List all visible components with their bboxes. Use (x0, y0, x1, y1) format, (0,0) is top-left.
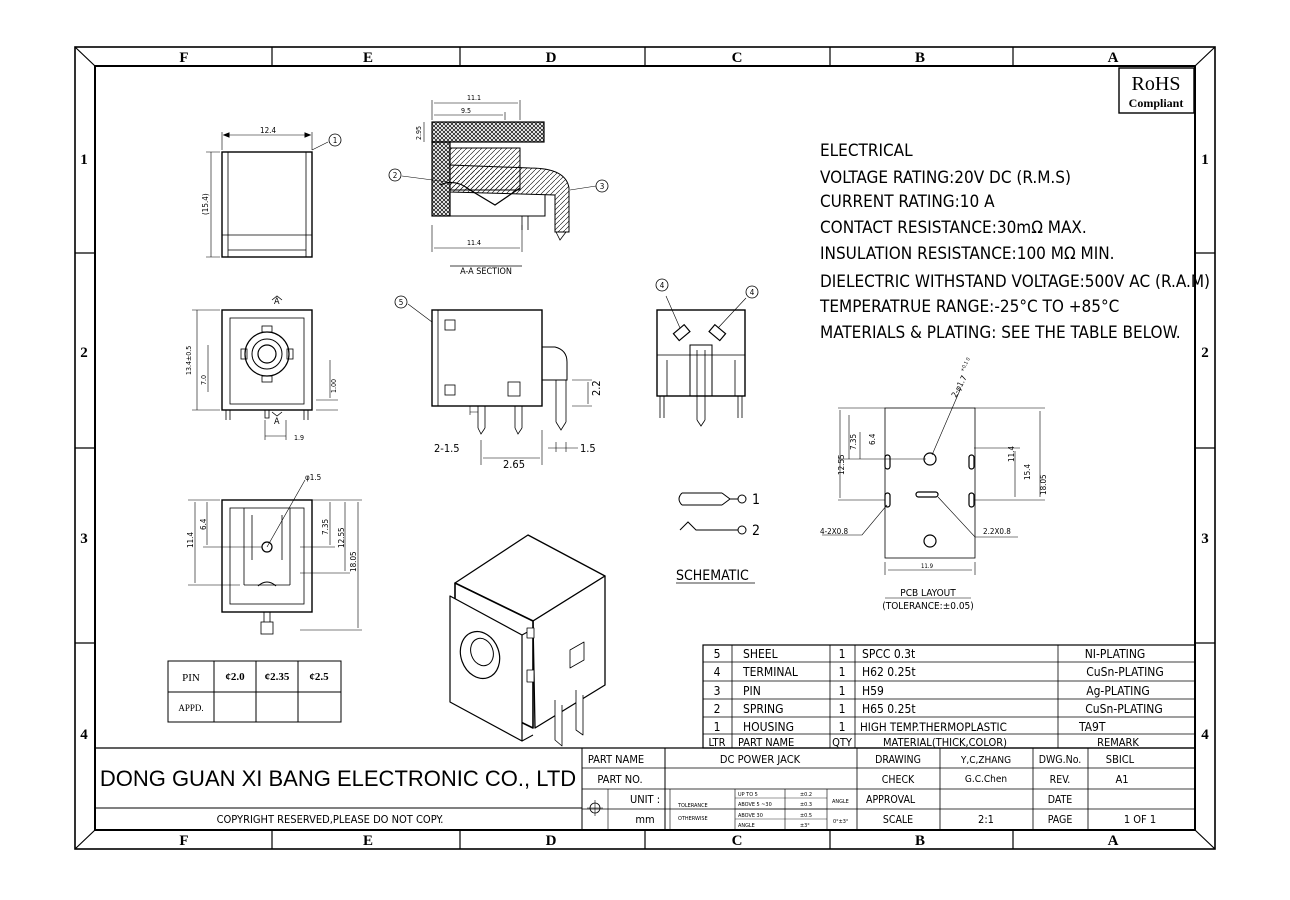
dim-label: 6.4 (199, 518, 208, 530)
bom-remark: Ag-PLATING (1086, 684, 1150, 698)
bom-header-remark: REMARK (1097, 736, 1139, 749)
spec-line: VOLTAGE RATING:20V DC (R.M.S) (820, 168, 1071, 188)
part-name-value: DC POWER JACK (719, 753, 801, 766)
rear-view (656, 279, 758, 426)
tol-range: ABOVE 30 (738, 813, 763, 819)
scale-value: 2:1 (978, 813, 994, 826)
dim-label: 2.95 (415, 125, 423, 140)
column-label: C (731, 833, 743, 849)
bom-material: H59 (862, 684, 884, 698)
bom-qty: 1 (838, 665, 846, 679)
column-label: C (731, 50, 743, 66)
drawing-by: Y,C,ZHANG (960, 755, 1012, 766)
rev-value: A1 (1115, 773, 1129, 786)
approval-label: APPROVAL (866, 794, 916, 806)
dim-label: (15.4) (201, 193, 210, 215)
dim-label: 12.55 (337, 527, 346, 548)
pcb-layout (822, 390, 1045, 598)
title-block-text (100, 753, 1156, 829)
side-view-labels (399, 298, 603, 471)
pcb-tolerance: (TOLERANCE:±0.05) (882, 601, 974, 612)
appd-row-label: APPD. (178, 703, 204, 713)
dim-label: 7.35 (849, 433, 858, 450)
page-label: PAGE (1047, 814, 1073, 826)
bom-name: HOUSING (743, 720, 794, 734)
row-label: 2 (80, 345, 88, 361)
column-label: B (914, 50, 926, 66)
column-label: E (362, 833, 374, 849)
bom-no: 4 (713, 665, 721, 679)
bottom-view (188, 480, 362, 634)
dim-label: 7.0 (200, 374, 208, 385)
rohs-subtitle: Compliant (1128, 96, 1184, 110)
column-labels-bottom (179, 833, 1118, 849)
dim-label: 12.55 (837, 454, 846, 475)
bom-qty: 1 (838, 647, 846, 661)
schematic-pin: 1 (752, 492, 761, 508)
bom-remark: CuSn-PLATING (1085, 702, 1163, 716)
schematic-pin: 2 (752, 523, 761, 539)
side-view (395, 296, 592, 465)
dim-label: 4-2X0.8 (820, 527, 849, 536)
bom-remark: TA9T (1079, 720, 1106, 734)
row-label: 1 (80, 152, 88, 168)
spec-line: INSULATION RESISTANCE:100 MΩ MIN. (820, 244, 1115, 264)
dim-label: 11.4 (186, 531, 195, 548)
dim-label: +0.1 0 (959, 356, 972, 373)
bom-name: SPRING (743, 702, 784, 716)
dim-label: 1.00 (330, 378, 338, 393)
column-label: A (1107, 50, 1119, 66)
spec-line: CURRENT RATING:10 A (820, 192, 995, 212)
bom-material: HIGH TEMP.THERMOPLASTIC (860, 720, 1007, 734)
dwg-no-value: SBICL (1105, 753, 1135, 766)
bom-no: 5 (713, 647, 721, 661)
bom-qty: 1 (838, 720, 846, 734)
pin-size: ¢2.35 (264, 671, 290, 683)
dim-label: 11.4 (1007, 445, 1016, 462)
dim-label: φ1.5 (305, 473, 322, 482)
tol-range: ANGLE (738, 823, 755, 829)
section-title: A-A SECTION (460, 267, 512, 277)
row-label: 4 (80, 727, 88, 743)
schematic-labels (676, 492, 760, 584)
column-labels-top (179, 50, 1118, 66)
dim-label: 18.05 (349, 551, 358, 572)
row-label: 3 (80, 531, 88, 547)
bom-row (714, 684, 1150, 698)
part-name-label: PART NAME (587, 753, 645, 766)
dim-label: 12.4 (260, 126, 277, 135)
check-by: G.C.Chen (964, 774, 1008, 785)
bom-no: 3 (713, 684, 721, 698)
pin-row-label: PIN (182, 672, 200, 684)
tolerance-label: TOLERANCE (678, 803, 708, 809)
tol-value: ±0.2 (800, 792, 813, 798)
bom-material: H62 0.25t (862, 665, 916, 679)
part-no-label: PART NO. (597, 773, 643, 786)
bom-header (709, 736, 1140, 749)
section-mark: A (274, 417, 280, 427)
row-label: 2 (1201, 345, 1209, 361)
pin-size: ¢2.0 (225, 671, 245, 683)
drawing-label: DRAWING (875, 754, 921, 766)
dim-label: 11.9 (921, 563, 934, 570)
bom-material: H65 0.25t (862, 702, 916, 716)
dim-label: 7.35 (321, 518, 330, 535)
dim-label: 1.5 (580, 442, 596, 455)
section-view (389, 100, 608, 266)
bom-row (714, 702, 1163, 716)
section-mark: A (274, 297, 280, 307)
spec-line: TEMPERATRUE RANGE:-25°C TO +85°C (820, 297, 1120, 317)
check-label: CHECK (881, 774, 915, 786)
spec-line: DIELECTRIC WITHSTAND VOLTAGE:500V AC (R.A.M) (820, 272, 1211, 292)
bom-name: SHEEL (743, 647, 778, 661)
bom-material: SPCC 0.3t (862, 647, 916, 661)
tol-range: UP TO 5 (738, 792, 758, 798)
bom-qty: 1 (838, 702, 846, 716)
bom-row (714, 665, 1164, 679)
bom-name: PIN (743, 684, 761, 698)
dim-label: 6.4 (868, 433, 877, 445)
column-label: D (545, 833, 557, 849)
electrical-specs (819, 141, 1210, 343)
dim-label: 13.4±0.5 (185, 345, 193, 375)
bom-remark: NI-PLATING (1084, 647, 1146, 661)
row-label: 3 (1201, 531, 1209, 547)
balloon-label: 4 (659, 281, 665, 290)
column-label: F (179, 833, 189, 849)
balloon-label: 3 (599, 182, 605, 191)
dim-label: 2-φ1.7 (949, 374, 969, 399)
dim-label: 9.5 (461, 107, 472, 115)
pcb-layout-labels (820, 357, 1048, 612)
scale-label: SCALE (882, 814, 914, 826)
dim-label: 2.65 (503, 458, 526, 471)
dim-label: 1.9 (294, 434, 305, 442)
top-view (206, 132, 341, 257)
bom-row (714, 720, 1106, 734)
column-label: F (179, 50, 189, 66)
row-label: 4 (1201, 727, 1209, 743)
column-label: A (1107, 833, 1119, 849)
column-label: B (914, 833, 926, 849)
dim-label: 11.1 (467, 94, 482, 102)
rohs-stamp (1119, 68, 1194, 113)
balloon-label: 1 (332, 136, 338, 145)
bom-header-no: LTR (708, 736, 726, 749)
pin-size: ¢2.5 (309, 671, 329, 683)
column-label: E (362, 50, 374, 66)
rev-label: REV. (1049, 774, 1071, 786)
rear-view-labels (660, 281, 755, 297)
tol-value: ±3° (800, 823, 810, 829)
pcb-title: PCB LAYOUT (900, 588, 956, 599)
company-name: DONG GUAN XI BANG ELECTRONIC CO., LTD (99, 766, 577, 791)
tol-value: ±0.3 (800, 802, 813, 808)
otherwise-label: OTHERWISE (678, 816, 708, 822)
column-label: D (545, 50, 557, 66)
bom-qty: 1 (838, 684, 846, 698)
dwg-no-label: DWG.No. (1038, 754, 1082, 766)
bom-name: TERMINAL (743, 665, 798, 679)
dim-label: 15.4 (1023, 463, 1032, 480)
dim-label: 18.05 (1039, 474, 1048, 495)
balloon-label: 2 (392, 171, 398, 180)
dim-label: 11.4 (467, 239, 482, 247)
bom-header-qty: QTY (832, 736, 852, 749)
date-label: DATE (1047, 794, 1073, 806)
tol-value: ±0.5 (800, 813, 813, 819)
angle-label: ANGLE (832, 799, 849, 805)
bom-row (714, 647, 1146, 661)
dim-label: 2-1.5 (434, 442, 460, 455)
bottom-view-labels (186, 473, 358, 572)
page-value: 1 OF 1 (1123, 813, 1157, 826)
tol-range: ABOVE 5 ~30 (738, 802, 772, 808)
unit-label: UNIT : (629, 793, 661, 806)
electrical-heading: ELECTRICAL (820, 141, 913, 161)
bom-remark: CuSn-PLATING (1086, 665, 1164, 679)
schematic-title: SCHEMATIC (676, 568, 749, 584)
dim-label: 2.2X0.8 (983, 527, 1011, 536)
bom-no: 2 (713, 702, 721, 716)
spec-line: CONTACT RESISTANCE:30mΩ MAX. (820, 218, 1087, 238)
copyright: COPYRIGHT RESERVED,PLEASE DO NOT COPY. (216, 813, 444, 826)
unit-value: mm (635, 813, 655, 826)
angle-value: 0°±3° (833, 819, 849, 825)
dim-label: 2.2 (590, 380, 603, 396)
bom-no: 1 (713, 720, 721, 734)
spec-line: MATERIALS & PLATING: SEE THE TABLE BELOW. (820, 323, 1181, 343)
balloon-label: 5 (398, 298, 404, 307)
front-view (192, 296, 338, 440)
isometric-view (450, 535, 605, 746)
bom-header-name: PART NAME (738, 736, 795, 749)
row-label: 1 (1201, 152, 1209, 168)
balloon-label: 4 (749, 288, 755, 297)
rohs-title: RoHS (1131, 73, 1181, 95)
bom-header-material: MATERIAL(THICK,COLOR) (883, 736, 1007, 749)
